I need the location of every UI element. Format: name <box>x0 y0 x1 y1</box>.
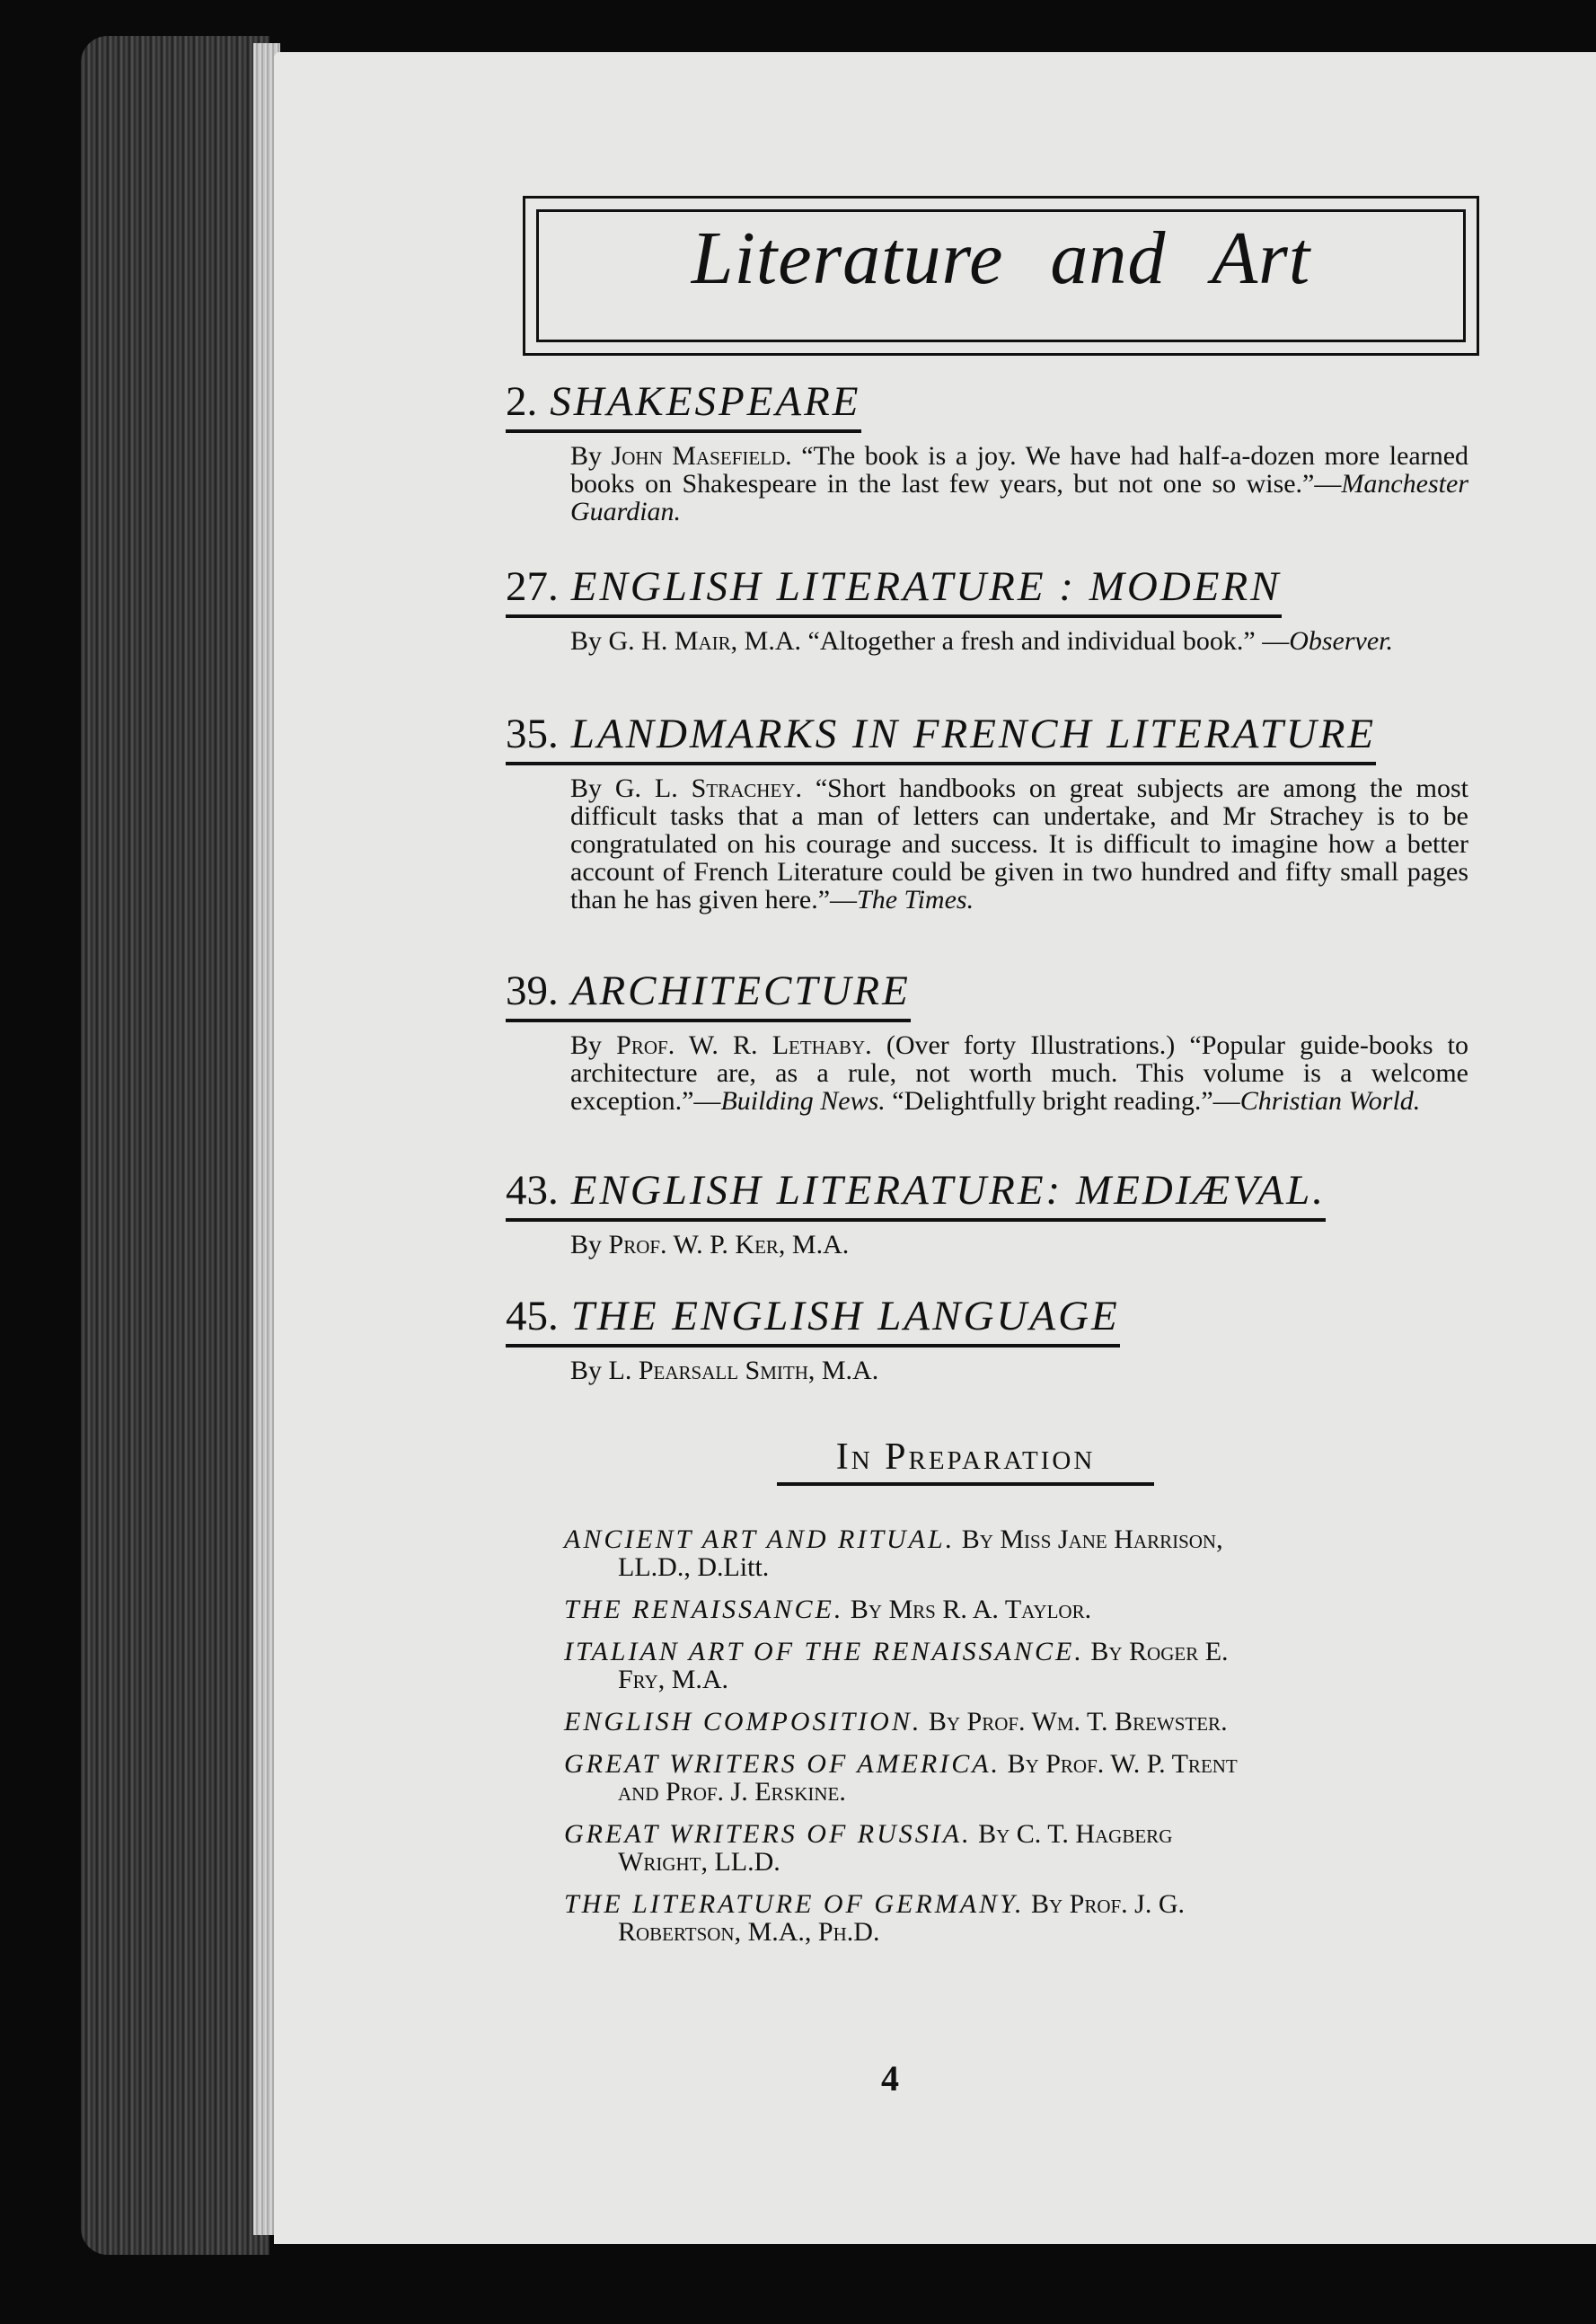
entry-title: ENGLISH LITERATURE: MEDIÆVAL. <box>570 1167 1327 1214</box>
entry-title: SHAKESPEARE <box>550 378 861 425</box>
page-title: Literature and Art <box>691 216 1311 300</box>
list-item: ENGLISH COMPOSITION. By Prof. Wm. T. Brewster. <box>564 1707 1228 1736</box>
book-title: THE RENAISSANCE. <box>564 1595 844 1624</box>
book-page <box>274 52 1596 2244</box>
entry-number: 27. <box>506 563 559 610</box>
entry-english-literature-medieval <box>506 1166 1480 1259</box>
entry-heading <box>506 562 1282 618</box>
book-title: ENGLISH COMPOSITION. <box>564 1707 922 1736</box>
title-frame <box>523 196 1479 356</box>
book-title: GREAT WRITERS OF RUSSIA. <box>564 1819 972 1849</box>
page-number: 4 <box>881 2058 899 2099</box>
author: Prof. W. P. Ker, M.A. <box>608 1230 850 1259</box>
author: John Masefield. <box>611 441 792 471</box>
review-quote: “Altogether a fresh and individual book.” — <box>801 626 1290 656</box>
review-source-2: Christian World. <box>1239 1086 1421 1116</box>
review-quote: “Short handbooks on great subjects are among the most difficult tasks that a man of letters can undertake, and Mr Strachey is to be congratulated on his courage and success. It is difficult to imagine how a better account of French Literature could be given in two hundred and fifty small pages than he has given here.”— <box>570 773 1469 915</box>
review-source: The Times. <box>857 885 974 915</box>
entry-number: 45. <box>506 1293 559 1339</box>
entry-title: LANDMARKS IN FRENCH LITERATURE <box>570 711 1377 757</box>
entry-number: 43. <box>506 1167 559 1214</box>
author: G. L. Strachey. <box>614 773 802 803</box>
list-item: ITALIAN ART OF THE RENAISSANCE. By Roger E. Fry, M.A. <box>564 1637 1229 1694</box>
review-source: Observer. <box>1289 626 1394 656</box>
review-source: Building News. <box>720 1086 886 1116</box>
entry-heading <box>506 1166 1326 1222</box>
entry-description: By John Masefield. “The book is a joy. We have had half-a-dozen more learned books on Shakespeare in the last few years, but not one so wise.”—Manchester Guardian. <box>570 441 1469 526</box>
entry-heading <box>506 377 861 433</box>
entry-description: By G. L. Strachey. “Short handbooks on great subjects are among the most difficult tasks that a man of letters can undertake, and Mr Strachey is to be congratulated on his courage and success. It is difficult to imagine how a better account of French Literature could be given in two hundred and fifty small pages than he has given here.”—The Times. <box>570 773 1469 915</box>
entry-english-language <box>506 1292 1480 1384</box>
author: G. H. Mair, M.A. <box>608 626 802 656</box>
list-item: THE RENAISSANCE. By Mrs R. A. Taylor. <box>564 1595 1092 1624</box>
entry-description: By G. H. Mair, M.A. “Altogether a fresh and individual book.” —Observer. <box>570 626 1394 656</box>
entry-title: ENGLISH LITERATURE : MODERN <box>570 563 1282 610</box>
review-source: Manchester Guardian. <box>570 469 1468 526</box>
entry-title: ARCHITECTURE <box>570 968 911 1014</box>
book-title: GREAT WRITERS OF AMERICA. <box>564 1749 1001 1779</box>
preparation-list <box>564 1525 1462 1960</box>
entry-english-literature-modern <box>506 562 1480 655</box>
entry-shakespeare <box>506 377 1480 526</box>
entry-landmarks-french-literature <box>506 710 1480 914</box>
entry-title: THE ENGLISH LANGUAGE <box>570 1293 1120 1339</box>
list-item: GREAT WRITERS OF RUSSIA. By C. T. Hagberg Wright, LL.D. <box>564 1819 1173 1877</box>
review-quote-2: “Delightfully bright reading.”— <box>885 1086 1240 1116</box>
book-spine <box>81 36 269 2255</box>
entry-number: 2. <box>506 378 538 425</box>
entry-description: By L. Pearsall Smith, M.A. <box>570 1356 879 1385</box>
book-title: THE LITERATURE OF GERMANY. <box>564 1889 1025 1919</box>
list-item: THE LITERATURE OF GERMANY. By Prof. J. G. Robertson, M.A., Ph.D. <box>564 1889 1186 1947</box>
entry-heading <box>506 1292 1120 1348</box>
list-item: GREAT WRITERS OF AMERICA. By Prof. W. P. Trent and Prof. J. Erskine. <box>564 1749 1238 1807</box>
entry-description: By Prof. W. P. Ker, M.A. <box>570 1230 850 1259</box>
book-title: ITALIAN ART OF THE RENAISSANCE. <box>564 1637 1084 1666</box>
entry-number: 39. <box>506 968 559 1014</box>
entry-heading <box>506 710 1376 765</box>
list-item: ANCIENT ART AND RITUAL. By Miss Jane Harrison, LL.D., D.Litt. <box>564 1524 1223 1582</box>
author: L. Pearsall Smith, M.A. <box>608 1356 879 1385</box>
entry-number: 35. <box>506 711 559 757</box>
entry-architecture <box>506 967 1480 1115</box>
author: Prof. W. R. Lethaby. <box>616 1030 872 1060</box>
review-quote: (Over forty Illustrations.) “Popular guide-books to architecture are, as a rule, not worth much. This volume is a welcome exception.”— <box>570 1030 1468 1116</box>
book-title: ANCIENT ART AND RITUAL. <box>564 1524 956 1554</box>
review-quote: “The book is a joy. We have had half-a-dozen more learned books on Shakespeare in the last few years, but not one so wise.”— <box>570 441 1469 499</box>
entry-description: By Prof. W. R. Lethaby. (Over forty Illustrations.) “Popular guide-books to architecture are, as a rule, not worth much. This volume is a welcome exception.”—Building News. “Delightfully bright reading.”—Christian World. <box>570 1030 1468 1116</box>
in-preparation-heading: In Preparation <box>777 1436 1154 1486</box>
entry-heading <box>506 967 911 1022</box>
